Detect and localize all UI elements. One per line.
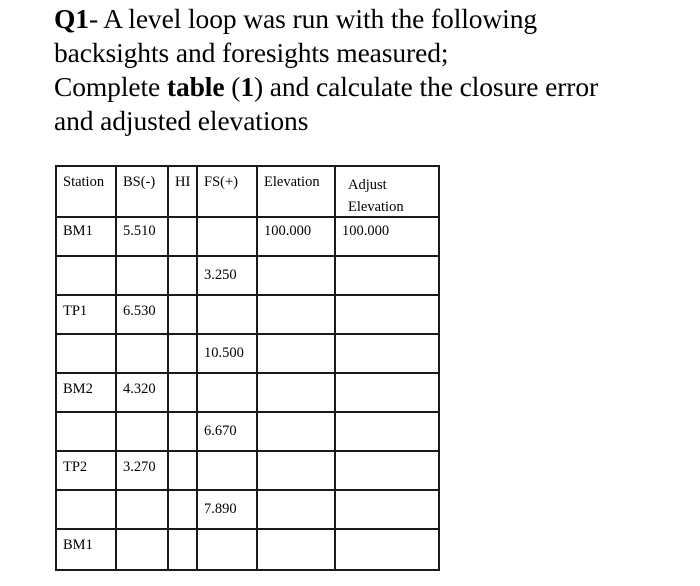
cell-bs: [116, 412, 168, 451]
table-header-row: [56, 166, 439, 217]
cell-fs: [197, 217, 257, 256]
cell-station: TP2: [56, 451, 116, 490]
cell-fs: [197, 451, 257, 490]
cell-elevation: [257, 490, 335, 529]
table-number: 1: [240, 71, 254, 102]
cell-bs: [116, 256, 168, 295]
question-number: Q1: [54, 3, 89, 34]
paren-open: (: [224, 71, 241, 102]
cell-fs: [197, 529, 257, 570]
header-station: Station: [56, 166, 116, 217]
cell-hi: [168, 334, 197, 373]
cell-station: BM1: [56, 529, 116, 570]
cell-hi: [168, 217, 197, 256]
cell-bs: [116, 490, 168, 529]
level-loop-table: [55, 165, 440, 571]
cell-adjusted: 100.000: [335, 217, 439, 256]
cell-adjusted: [335, 373, 439, 412]
cell-hi: [168, 373, 197, 412]
cell-elevation: [257, 451, 335, 490]
table-word: table: [166, 71, 225, 102]
header-bs: BS(-): [116, 166, 168, 217]
cell-adjusted: [335, 256, 439, 295]
cell-fs: [197, 295, 257, 334]
cell-elevation: [257, 373, 335, 412]
question-line-1-text: - A level loop was run with the following: [88, 3, 538, 34]
table-row: [56, 412, 439, 451]
table-row: [56, 451, 439, 490]
cell-station: [56, 412, 116, 451]
cell-station: [56, 256, 116, 295]
cell-fs: [197, 373, 257, 412]
cell-bs: 5.510: [116, 217, 168, 256]
cell-elevation: 100.000: [257, 217, 335, 256]
question-line-3-end: ) and calculate the closure error: [253, 71, 599, 102]
header-adjusted-elevation: Adjust Elevation: [335, 166, 439, 217]
header-elevation: Elevation: [257, 166, 335, 217]
cell-elevation: [257, 334, 335, 373]
cell-adjusted: [335, 490, 439, 529]
cell-adjusted: [335, 295, 439, 334]
cell-bs: [116, 529, 168, 570]
cell-elevation: [257, 412, 335, 451]
question-line-4: and adjusted elevations: [54, 105, 309, 136]
question-text: [54, 2, 684, 138]
cell-fs: 7.890: [197, 490, 257, 529]
header-hi: HI: [168, 166, 197, 217]
question-line-3-start: Complete: [54, 71, 167, 102]
cell-adjusted: [335, 529, 439, 570]
cell-hi: [168, 490, 197, 529]
table-row: [56, 295, 439, 334]
question-line-1: [54, 2, 684, 36]
table-row: [56, 529, 439, 570]
cell-adjusted: [335, 412, 439, 451]
cell-station: BM1: [56, 217, 116, 256]
cell-hi: [168, 295, 197, 334]
cell-station: BM2: [56, 373, 116, 412]
cell-hi: [168, 256, 197, 295]
cell-hi: [168, 412, 197, 451]
question-line-2: backsights and foresights measured;: [54, 37, 449, 68]
cell-station: TP1: [56, 295, 116, 334]
header-fs: FS(+): [197, 166, 257, 217]
cell-adjusted: [335, 451, 439, 490]
question-line-3: [54, 70, 684, 104]
cell-fs: 3.250: [197, 256, 257, 295]
cell-hi: [168, 451, 197, 490]
cell-bs: 3.270: [116, 451, 168, 490]
cell-elevation: [257, 529, 335, 570]
cell-elevation: [257, 295, 335, 334]
table-row: [56, 256, 439, 295]
cell-bs: 4.320: [116, 373, 168, 412]
cell-fs: 10.500: [197, 334, 257, 373]
table-row: [56, 490, 439, 529]
cell-station: [56, 490, 116, 529]
table-row: [56, 373, 439, 412]
cell-bs: 6.530: [116, 295, 168, 334]
cell-fs: 6.670: [197, 412, 257, 451]
cell-bs: [116, 334, 168, 373]
table-row: [56, 217, 439, 256]
cell-elevation: [257, 256, 335, 295]
cell-station: [56, 334, 116, 373]
table-row: [56, 334, 439, 373]
cell-adjusted: [335, 334, 439, 373]
cell-hi: [168, 529, 197, 570]
table-body: [56, 217, 439, 570]
